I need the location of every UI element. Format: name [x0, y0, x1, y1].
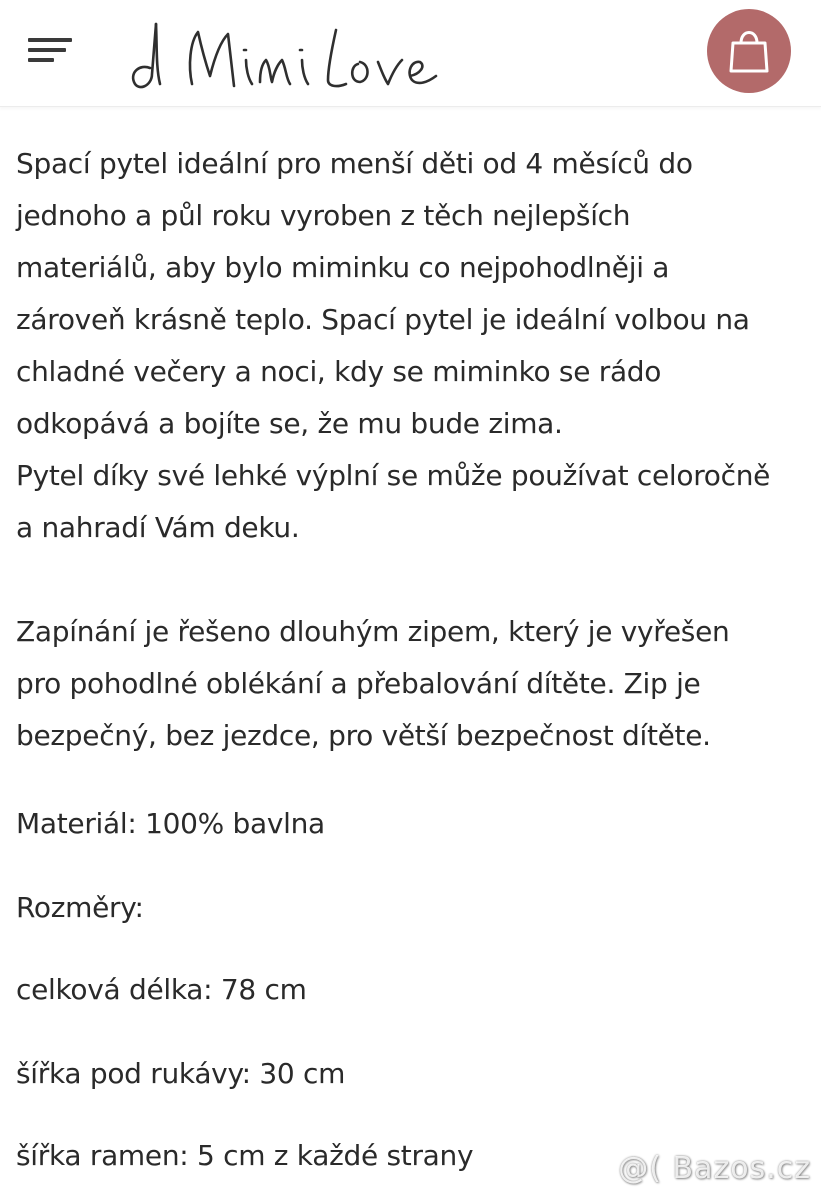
menu-line [28, 58, 54, 62]
description-line: zároveň krásně teplo. Spací pytel je ideální volbou na [16, 303, 750, 336]
description-line: a nahradí Vám deku. [16, 511, 300, 544]
material-spec: Materiál: 100% bavlna [16, 807, 325, 840]
description-line: jednoho a půl roku vyroben z těch nejlepších [16, 199, 631, 232]
zip-description-line: bezpečný, bez jezdce, pro větší bezpečnost dítěte. [16, 719, 711, 752]
shoulder-width-spec: šířka ramen: 5 cm z každé strany [16, 1139, 474, 1172]
hamburger-menu-icon[interactable] [28, 30, 74, 70]
zip-description-line: pro pohodlné oblékání a přebalování dítěte. Zip je [16, 667, 701, 700]
description-line: materiálů, aby bylo miminku co nejpohodlněji a [16, 251, 670, 284]
total-length-spec: celková délka: 78 cm [16, 973, 307, 1006]
description-line: Spací pytel ideální pro menší děti od 4 měsíců do [16, 147, 693, 180]
bazos-watermark: @( Bazos.cz [618, 1151, 811, 1186]
site-header [0, 0, 821, 107]
description-line: Pytel díky své lehké výplní se může používat celoročně [16, 459, 771, 492]
bag-glyph [729, 27, 769, 73]
dimensions-heading: Rozměry: [16, 891, 144, 924]
zip-description-line: Zapínání je řešeno dlouhým zipem, který je vyřešen [16, 615, 730, 648]
menu-line [28, 48, 66, 52]
shopping-bag-icon[interactable] [707, 9, 791, 93]
width-under-sleeves-spec: šířka pod rukávy: 30 cm [16, 1057, 346, 1090]
menu-line [28, 38, 72, 42]
description-line: odkopává a bojíte se, že mu bude zima. [16, 407, 563, 440]
site-logo[interactable] [122, 6, 462, 102]
product-description [16, 138, 816, 762]
mimilove-logo-mark [122, 6, 462, 102]
description-line: chladné večery a noci, kdy se miminko se rádo [16, 355, 662, 388]
